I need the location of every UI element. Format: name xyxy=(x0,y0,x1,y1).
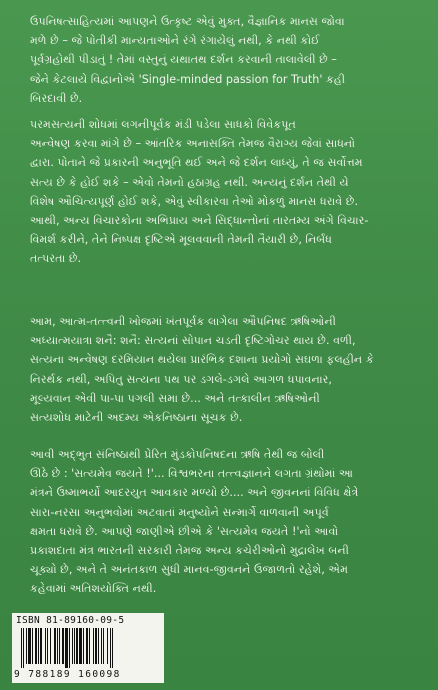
blurb-paragraph-2 xyxy=(30,115,406,269)
blurb-paragraph-3 xyxy=(30,312,406,427)
text-line: સત્યના અન્વેષણ દરમિયાન થયેલા પ્રારંભિક દશાના પ્રયોગો સઘળા ફલહીન કે xyxy=(30,353,374,367)
text-line: પરમસત્યની શોધમાં લગનીપૂર્વક મંડી પડેલા સાધકો વિવેકપૂત xyxy=(30,118,296,131)
text-line: નિરર્થક નથી, અપિતુ સત્યના પથ પર ડગલે-ડગલે આગળ ધપાવનાર, xyxy=(30,372,332,386)
text-line: આથી, અન્ય વિચારકોના અભિપ્રાય અને સિદ્ધાન્તોનાં તારતમ્ય અંગે વિચાર- xyxy=(30,214,369,228)
isbn-label: ISBN 81-89160-09-5 xyxy=(16,615,125,626)
barcode-bars xyxy=(21,628,155,668)
text-line: આવી અદ્ભુત સંનિષ્ઠાથી પ્રેરિત મુંડકોપનિષદના ઋષિ તેથી જ બોલી xyxy=(30,448,325,461)
text-line: પૂર્વગ્રહોથી પીડાતું ! તેમાં વસ્તુનું યથાતથ દર્શન કરવાની તાલાવેલી છે – xyxy=(30,53,337,67)
blurb-paragraph-1 xyxy=(30,12,406,108)
text-line: સારા-નરસા અનુભવોમાં અટવાતાં મનુષ્યોને સન્માર્ગે વાળવાની અપૂર્વ xyxy=(30,505,329,519)
text-line: વિમર્શ કરીને, તેને નિષ્પક્ષ દૃષ્ટિએ મૂલવવાની તેમની તૈયારી છે, નિર્બંધ xyxy=(30,233,332,247)
text-line: ઉપનિષત્સાહિત્યમાં આપણને ઉત્કૃષ્ટ એવું મુક્ત, વૈજ્ઞાનિક માનસ જોવા xyxy=(30,15,345,28)
blurb-paragraph-4 xyxy=(30,445,406,599)
text-line: મૂલ્યવાન એવી પા-પા પગલી સમા છે... અને તત્કાલીન ઋષિઓની xyxy=(30,391,320,405)
text-line: ક્ષમતા ધરાવે છે. આપણે જાણીએ છીએ કે 'સત્યમેવ જયતે !'નો આવો xyxy=(30,524,339,538)
isbn-barcode xyxy=(12,613,164,683)
text-line: દ્વારા. પોતાને જે પ્રકારની અનુભૂતિ થઈ અને જે દર્શન લાધ્યું, તે જ સર્વોત્તમ xyxy=(30,156,363,170)
text-line: ચૂક્યો છે, અને તે અનંતકાળ સુધી માનવ-જીવનને ઉજાળતો રહેશે, એમ xyxy=(30,563,349,577)
text-line: જેને કેટલાયે વિદ્વાનોએ 'Single-minded passion for Truth' કહી xyxy=(30,72,346,86)
barcode-digits: 9 788189 160098 xyxy=(14,669,121,680)
text-line: તત્પરતા છે. xyxy=(30,252,82,266)
text-line: ઊઠે છે : 'સત્યમેવ જયતે !'... વિશ્વભરના તત્ત્વજ્ઞાનને લગતા ગ્રંથોમાં આ xyxy=(30,467,354,481)
text-line: અધ્યાત્મયાત્રા શનૈ: શનૈ: સત્યનાં સોપાન ચડતી દૃષ્ટિગોચર થાય છે. વળી, xyxy=(30,334,356,348)
text-line: વિશેષ ઔચિત્યપૂર્ણ હોઈ શકે, એવું સ્વીકારવા તેઓ મોકળું માનસ ધરાવે છે. xyxy=(30,194,359,208)
text-line: આમ, આત્મ-તત્ત્વની ખોજમાં ખંતપૂર્વક લાગેલા ઔપનિષદ ઋષિઓની xyxy=(30,315,336,328)
text-line: સત્ય છે કે હોઈ શકે – એવો તેમનો હઠાગ્રહ નથી. અન્યનું દર્શન તેથી યે xyxy=(30,175,349,189)
text-line: પ્રકાશદાતા મંત્ર ભારતની સરકારી તેમજ અન્ય કચેરીઓનો મુદ્રાલેખ બની xyxy=(30,544,349,558)
text-line: મંત્રને ઉષ્માભર્યો આદરયુત આવકાર મળ્યો છે.... અને જીવનનાં વિવિધ ક્ષેત્રે xyxy=(30,486,359,500)
text-line: કહેવામાં અતિશયોક્તિ નથી. xyxy=(30,582,157,596)
text-line: બિરદાવી છે. xyxy=(30,91,83,105)
text-line: મળે છે – જે પોતીકી માન્યતાઓને રંગે રંગાયેલું નથી, કે નથી કોઈ xyxy=(30,34,320,48)
text-line: સત્યશોધ માટેની અદમ્ય એકનિષ્ઠાના સૂચક છે. xyxy=(30,411,243,425)
text-line: અન્વેષણ કરવા માંગે છે – આંતરિક અનાસક્તિ તેમજ વૈરાગ્ય જેવાં સાધનો xyxy=(30,137,356,151)
